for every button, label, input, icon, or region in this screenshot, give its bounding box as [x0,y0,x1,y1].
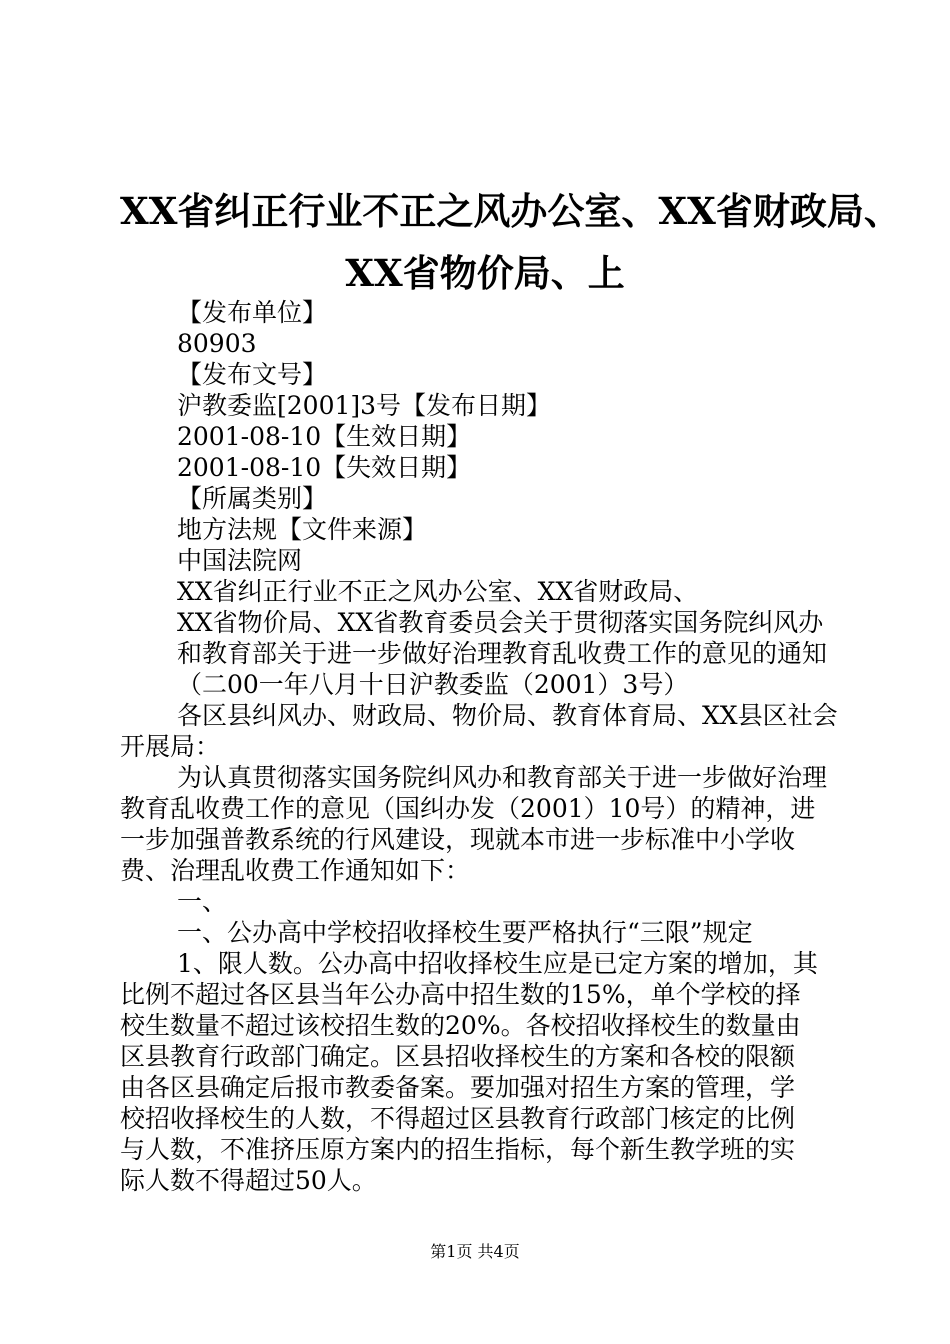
label-publisher: 【发布单位】 [177,298,328,327]
notice-heading-line-2: XX省物价局、XX省教育委员会关于贯彻落实国务院纠风办 [177,608,824,637]
page-footer [0,1240,950,1264]
doc-number-value: 沪教委监[2001]3号【发布日期】 [177,391,552,420]
page-indicator: 第1页 共4页 [430,1242,520,1261]
paragraph-2-line-4: 区县教育行政部门确定。区县招收择校生的方案和各校的限额 [120,1042,796,1071]
effective-date-value: 2001-08-10【失效日期】 [177,453,472,482]
label-doc-number: 【发布文号】 [177,360,328,389]
paragraph-2-line-3: 校生数量不超过该校招生数的20%。各校招收择校生的数量由 [120,1011,801,1040]
paragraph-1-line-2: 教育乱收费工作的意见（国纠办发（2001）10号）的精神，进 [120,794,816,823]
title-line-2: XX省物价局、上 [345,251,625,295]
document-title [120,180,901,304]
title-line-1: XX省纠正行业不正之风办公室、XX省财政局、 [120,189,901,233]
source-value: 中国法院网 [177,546,303,575]
addressees-line-1: 各区县纠风办、财政局、物价局、教育体育局、XX县区社会 [177,701,838,730]
paragraph-1-line-4: 费、治理乱收费工作通知如下： [120,856,471,885]
section-marker: 一、 [177,887,228,916]
paragraph-2-line-1: 1、限人数。公办高中招收择校生应是已定方案的增加，其 [177,949,818,978]
publisher-value: 80903 [177,329,257,358]
paragraph-2-line-6: 校招收择校生的人数，不得超过区县教育行政部门核定的比例 [120,1104,796,1133]
notice-date-ref: （二00一年八月十日沪教委监（2001）3号） [177,670,689,699]
paragraph-2-line-7: 与人数，不准挤压原方案内的招生指标，每个新生教学班的实 [120,1135,796,1164]
paragraph-2-line-5: 由各区县确定后报市教委备案。要加强对招生方案的管理，学 [120,1073,796,1102]
section-1-heading: 一、公办高中学校招收择校生要严格执行“三限”规定 [177,918,753,947]
paragraph-1-line-1: 为认真贯彻落实国务院纠风办和教育部关于进一步做好治理 [177,763,828,792]
paragraph-2-line-8: 际人数不得超过50人。 [120,1166,377,1195]
notice-heading-line-1: XX省纠正行业不正之风办公室、XX省财政局、 [177,577,699,606]
paragraph-1-line-3: 一步加强普教系统的行风建设，现就本市进一步标准中小学收 [120,825,796,854]
label-category: 【所属类别】 [177,484,328,513]
category-value: 地方法规【文件来源】 [177,515,428,544]
paragraph-2-line-2: 比例不超过各区县当年公办高中招生数的15%，单个学校的择 [120,980,801,1009]
publish-date-value: 2001-08-10【生效日期】 [177,422,472,451]
addressees-line-2: 开展局： [120,732,221,761]
notice-heading-line-3: 和教育部关于进一步做好治理教育乱收费工作的意见的通知 [177,639,828,668]
document-body [120,297,850,1196]
